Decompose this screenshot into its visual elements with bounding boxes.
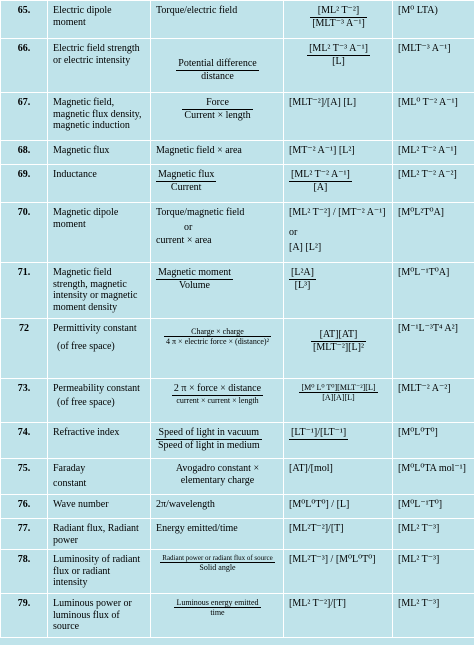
table-row: [1, 495, 474, 519]
row-number: 68.: [1, 141, 48, 165]
quantity-name: Radiant flux, Radiant power: [48, 519, 151, 550]
row-number: 66.: [1, 39, 48, 93]
row-number: 69.: [1, 165, 48, 203]
table-row: [1, 550, 474, 594]
row-number: 79.: [1, 594, 48, 638]
dimension: [ML² T⁻²]/[T]: [284, 594, 393, 638]
row-number: 71.: [1, 263, 48, 319]
si-dimension: [ML² T⁻² A⁻²]: [393, 165, 474, 203]
table-row: [1, 93, 474, 141]
row-number: 70.: [1, 203, 48, 263]
quantity-name: Luminosity of radiant flux or radiant intensity: [48, 550, 151, 594]
quantity-name: Magnetic flux: [48, 141, 151, 165]
si-dimension: [ML⁰ T⁻² A⁻¹]: [393, 93, 474, 141]
dimension: [LT⁻¹]/[LT⁻¹]: [284, 423, 393, 459]
formula: $\frac{\text{Speed of light in vacuum}}{\text{Speed of light in medium}}$: [151, 423, 284, 459]
dimension: [M⁰L⁰T⁰] / [L]: [284, 495, 393, 519]
formula: Torque/magnetic field or current × area: [151, 203, 284, 263]
formula: $\frac{\text{2 π × force × distance}}{\text{current × current × length}}$: [151, 379, 284, 423]
si-dimension: [M⁰L⁻¹T⁰A]: [393, 263, 474, 319]
formula: $\frac{\text{Potential difference}}{\text{distance}}$: [151, 39, 284, 93]
si-dimension: [M⁰ LTA): [393, 1, 474, 39]
table-row: [1, 141, 474, 165]
formula: Energy emitted/time: [151, 519, 284, 550]
formula: $\frac{\text{Charge × charge}}{\text{4 π × electric force × (distance)²}}$: [151, 319, 284, 379]
si-dimension: [MLT⁻³ A⁻¹]: [393, 39, 474, 93]
quantity-name: Magnetic field, magnetic flux density, magnetic induction: [48, 93, 151, 141]
dimension: [ML² T⁻²] / [MT⁻² A⁻¹] or [A] [L²]: [284, 203, 393, 263]
dimension: [ML²T⁻³] / [M⁰L⁰T⁰]: [284, 550, 393, 594]
table-row: [1, 319, 474, 379]
table-row: [1, 263, 474, 319]
quantity-name: Electric dipole moment: [48, 1, 151, 39]
quantity-name: Inductance: [48, 165, 151, 203]
table-row: [1, 1, 474, 39]
quantity-name: Magnetic field strength, magnetic intensity or magnetic moment density: [48, 263, 151, 319]
row-number: 67.: [1, 93, 48, 141]
quantity-name: Faraday constant: [48, 459, 151, 495]
formula: $\frac{\text{Luminous energy emitted}}{\text{time}}$: [151, 594, 284, 638]
quantity-name: Magnetic dipole moment: [48, 203, 151, 263]
table-row: [1, 39, 474, 93]
formula: Avogadro constant × elementary charge: [151, 459, 284, 495]
row-number: 72: [1, 319, 48, 379]
quantity-name: Luminous power or luminous flux of source: [48, 594, 151, 638]
row-number: 73.: [1, 379, 48, 423]
table-row: [1, 379, 474, 423]
table-row: [1, 165, 474, 203]
quantity-name: Permeability constant (of free space): [48, 379, 151, 423]
row-number: 74.: [1, 423, 48, 459]
si-dimension: [M⁻¹L⁻³T⁴ A²]: [393, 319, 474, 379]
si-dimension: [ML² T⁻³]: [393, 550, 474, 594]
dimension: $\frac{\text{[ML² T⁻³ A⁻¹]}}{[L]}$: [284, 39, 393, 93]
si-dimension: [M⁰L⁰TA mol⁻¹]: [393, 459, 474, 495]
si-dimension: [M⁰L⁻¹T⁰]: [393, 495, 474, 519]
table-row: [1, 459, 474, 495]
si-dimension: [ML² T⁻² A⁻¹]: [393, 141, 474, 165]
dimension: [AT]/[mol]: [284, 459, 393, 495]
formula: $\frac{\text{Force}}{\text{Current × length}}$: [151, 93, 284, 141]
si-dimension: [M⁰L²T⁰A]: [393, 203, 474, 263]
row-number: 77.: [1, 519, 48, 550]
formula: 2π/wavelength: [151, 495, 284, 519]
formula: Torque/electric field: [151, 1, 284, 39]
dimension: [MLT⁻²]/[A] [L]: [284, 93, 393, 141]
dimension: $\frac{[AT][AT]}{\text{[MLT⁻²][L]²}}$: [284, 319, 393, 379]
row-number: 76.: [1, 495, 48, 519]
si-dimension: [ML² T⁻³]: [393, 519, 474, 550]
dimension: $\frac{\text{[ML² T⁻²]}}{\text{[MLT⁻³ A⁻¹]}}$: [284, 1, 393, 39]
formula: $\frac{\text{Radiant power or radiant flux of source}}{\text{Solid angle}}$: [151, 550, 284, 594]
dimension: [ML²T⁻²]/[T]: [284, 519, 393, 550]
row-number: 65.: [1, 1, 48, 39]
table-row: [1, 519, 474, 550]
si-dimension: [MLT⁻² A⁻²]: [393, 379, 474, 423]
table-row: [1, 203, 474, 263]
si-dimension: [ML² T⁻³]: [393, 594, 474, 638]
table-row: [1, 594, 474, 638]
row-number: 75.: [1, 459, 48, 495]
row-number: 78.: [1, 550, 48, 594]
dimension: $\frac{\text{[L²A]}}{\text{[L³]}}$: [284, 263, 393, 319]
dimension: [MT⁻² A⁻¹] [L²]: [284, 141, 393, 165]
formula: Magnetic field × area: [151, 141, 284, 165]
table-row: [1, 423, 474, 459]
dimension: $\frac{\text{[ML² T⁻² A⁻¹]}}{[A]}$: [284, 165, 393, 203]
formula: $\frac{\text{Magnetic moment}}{\text{Volume}}$: [151, 263, 284, 319]
quantity-name: Wave number: [48, 495, 151, 519]
formula: $\frac{\text{Magnetic flux}}{\text{Current}}$: [151, 165, 284, 203]
si-dimension: [M⁰L⁰T⁰]: [393, 423, 474, 459]
quantity-name: Refractive index: [48, 423, 151, 459]
quantity-name: Permittivity constant (of free space): [48, 319, 151, 379]
dimension: $\frac{\text{[M⁰ L⁰ T⁰][MLT⁻²][L]}}{[A][A][L]}$: [284, 379, 393, 423]
quantity-name: Electric field strength or electric intensity: [48, 39, 151, 93]
